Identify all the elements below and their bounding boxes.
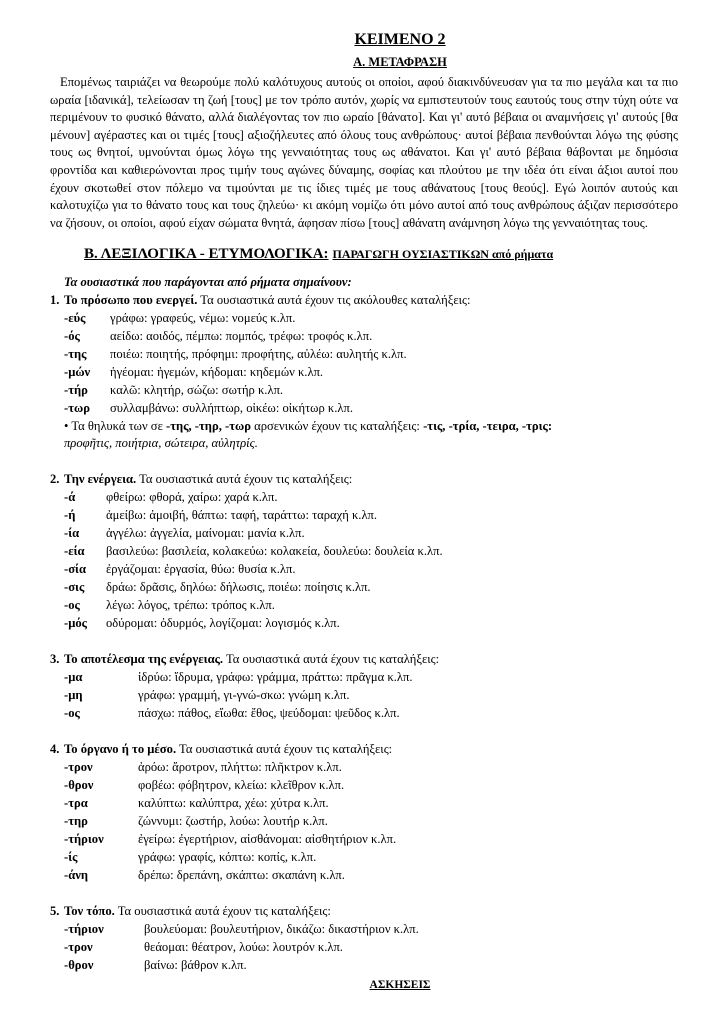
suffix-examples: ἀρόω: ἄροτρον, πλήττω: πλῆκτρον κ.λπ. — [138, 760, 342, 775]
group-title: Το αποτέλεσμα της ενέργειας. — [64, 652, 224, 667]
suffix-label: -εύς — [64, 311, 86, 326]
suffix-examples: βαίνω: βάθρον κ.λπ. — [144, 958, 247, 973]
group-description: Τα ουσιαστικά αυτά έχουν τις καταλήξεις: — [136, 472, 353, 487]
group-spacer — [50, 452, 678, 470]
note-feminine-suffixes: -τις, -τρία, -τειρα, -τρις: — [423, 419, 553, 434]
suffix-examples: πάσχω: πάθος, εἴωθα: ἔθος, ψεύδομαι: ψεῦδος κ.λπ. — [138, 706, 400, 721]
group-description: Τα ουσιαστικά αυτά έχουν τις καταλήξεις: — [114, 904, 331, 919]
suffix-label: -τήριον — [64, 922, 104, 937]
suffix-label: -μη — [64, 688, 83, 703]
suffix-row — [64, 488, 678, 506]
suffix-label: -άνη — [64, 868, 89, 883]
note-text: αρσενικών έχουν τις καταλήξεις: — [250, 419, 424, 434]
group-number: 2. — [50, 472, 60, 487]
feminine-note — [64, 417, 678, 435]
suffix-label: -ή — [64, 508, 76, 523]
suffix-row — [64, 758, 678, 776]
group-description: Τα ουσιαστικά αυτά έχουν τις καταλήξεις: — [223, 652, 440, 667]
group-heading — [50, 902, 678, 920]
group-heading — [50, 740, 678, 758]
group-spacer — [50, 722, 678, 740]
suffix-label: -μών — [64, 365, 91, 380]
exercises-heading: ΑΣΚΗΣΕΙΣ — [369, 979, 431, 992]
suffix-label: -θρον — [64, 958, 94, 973]
suffix-examples: βασιλεύω: βασιλεία, κολακεύω: κολακεία, δουλεύω: δουλεία κ.λπ. — [106, 544, 443, 559]
group-number: 1. — [50, 293, 60, 308]
suffix-row — [64, 812, 678, 830]
suffix-examples: γράφω: γραφίς, κόπτω: κοπίς, κ.λπ. — [138, 850, 317, 865]
suffix-label: -σία — [64, 562, 86, 577]
suffix-examples: γράφω: γραμμή, γι-γνώ-σκω: γνώμη κ.λπ. — [138, 688, 350, 703]
group-heading — [50, 650, 678, 668]
section-b-heading — [50, 245, 678, 263]
suffix-row — [64, 345, 678, 363]
suffix-examples: δρέπω: δρεπάνη, σκάπτω: σκαπάνη κ.λπ. — [138, 868, 345, 883]
suffix-row — [64, 848, 678, 866]
group-heading — [50, 291, 678, 309]
suffix-examples: αείδω: αοιδός, πέμπω: πομπός, τρέφω: τροφός κ.λπ. — [110, 329, 373, 344]
suffix-row — [64, 363, 678, 381]
suffix-row — [64, 560, 678, 578]
suffix-examples: δράω: δρᾶσις, δηλόω: δήλωσις, ποιέω: ποίησις κ.λπ. — [106, 580, 371, 595]
section-b-title: Β. ΛΕΞΙΛΟΓΙΚΑ - ΕΤΥΜΟΛΟΓΙΚΑ: — [84, 246, 329, 263]
suffix-examples: ἐγείρω: ἐγερτήριον, αἰσθάνομαι: αἰσθητήριον κ.λπ. — [138, 832, 397, 847]
group-title: Το πρόσωπο που ενεργεί. — [64, 293, 198, 308]
suffix-row — [64, 686, 678, 704]
group-number: 4. — [50, 742, 60, 757]
group-title: Τον τόπο. — [64, 904, 115, 919]
section-b-intro: Τα ουσιαστικά που παράγονται από ρήματα σημαίνουν: — [64, 275, 352, 290]
suffix-label: -τήρ — [64, 383, 88, 398]
suffix-examples: καλύπτω: καλύπτρα, χέω: χύτρα κ.λπ. — [138, 796, 329, 811]
suffix-examples: οδύρομαι: ὀδυρμός, λογίζομαι: λογισμός κ.λπ. — [106, 616, 340, 631]
suffix-row — [64, 704, 678, 722]
suffix-row — [64, 920, 678, 938]
suffix-row — [64, 938, 678, 956]
suffix-row — [64, 596, 678, 614]
suffix-label: -τρον — [64, 940, 93, 955]
group-spacer — [50, 884, 678, 902]
suffix-label: -τρα — [64, 796, 88, 811]
suffix-examples: καλῶ: κλητήρ, σώζω: σωτήρ κ.λπ. — [110, 383, 284, 398]
suffix-label: -της — [64, 347, 87, 362]
group-number: 5. — [50, 904, 60, 919]
suffix-label: -τωρ — [64, 401, 90, 416]
suffix-label: -ία — [64, 526, 80, 541]
suffix-examples: ἱδρύω: ἵδρυμα, γράφω: γράμμα, πράττω: πρᾶγμα κ.λπ. — [138, 670, 413, 685]
feminine-examples: προφῆτις, ποιήτρια, σώτειρα, αὐλητρίς. — [64, 436, 258, 451]
suffix-examples: ἐργάζομαι: ἐργασία, θύω: θυσία κ.λπ. — [106, 562, 296, 577]
suffix-label: -τήριον — [64, 832, 104, 847]
suffix-row — [64, 794, 678, 812]
suffix-row — [64, 776, 678, 794]
suffix-label: -ίς — [64, 850, 78, 865]
suffix-examples: γράφω: γραφεύς, νέμω: νομεύς κ.λπ. — [110, 311, 296, 326]
suffix-label: -θρον — [64, 778, 94, 793]
suffix-row — [64, 506, 678, 524]
suffix-row — [64, 542, 678, 560]
section-a-heading: Α. ΜΕΤΑΦΡΑΣΗ — [353, 55, 447, 69]
suffix-label: -σις — [64, 580, 85, 595]
suffix-label: -μός — [64, 616, 87, 631]
suffix-label: -ος — [64, 598, 80, 613]
group-title: Το όργανο ή το μέσο. — [64, 742, 177, 757]
suffix-examples: θεάομαι: θέατρον, λούω: λουτρόν κ.λπ. — [144, 940, 343, 955]
section-b-subtitle: ΠΑΡΑΓΩΓΗ ΟΥΣΙΑΣΤΙΚΩΝ από ρήματα — [332, 247, 554, 262]
suffix-row — [64, 524, 678, 542]
suffix-row — [64, 399, 678, 417]
suffix-label: -μα — [64, 670, 83, 685]
suffix-row — [64, 668, 678, 686]
suffix-label: -ά — [64, 490, 76, 505]
suffix-examples: συλλαμβάνω: συλλήπτωρ, οἰκέω: οἰκήτωρ κ.λπ. — [110, 401, 353, 416]
suffix-label: -τηρ — [64, 814, 88, 829]
page-title: ΚΕΙΜΕΝΟ 2 — [354, 31, 446, 48]
suffix-label: -ός — [64, 329, 80, 344]
suffix-examples: ἡγέομαι: ἡγεμών, κήδομαι: κηδεμών κ.λπ. — [110, 365, 324, 380]
suffix-label: -τρον — [64, 760, 93, 775]
suffix-examples: ἀμείβω: ἀμοιβή, θάπτω: ταφή, ταράττω: ταραχή κ.λπ. — [106, 508, 378, 523]
suffix-row — [64, 614, 678, 632]
suffix-examples: λέγω: λόγος, τρέπω: τρόπος κ.λπ. — [106, 598, 275, 613]
group-number: 3. — [50, 652, 60, 667]
suffix-examples: φοβέω: φόβητρον, κλείω: κλεῖθρον κ.λπ. — [138, 778, 345, 793]
suffix-row — [64, 327, 678, 345]
group-description: Τα ουσιαστικά αυτά έχουν τις ακόλουθες καταλήξεις: — [197, 293, 471, 308]
suffix-row — [64, 830, 678, 848]
suffix-examples: ζώννυμι: ζωστήρ, λούω: λουτήρ κ.λπ. — [138, 814, 328, 829]
suffix-row — [64, 381, 678, 399]
suffix-examples: ποιέω: ποιητής, πρόφημι: προφήτης, αὐλέω: αυλητής κ.λπ. — [110, 347, 407, 362]
suffix-groups — [50, 291, 678, 974]
suffix-label: -εία — [64, 544, 85, 559]
group-title: Την ενέργεια. — [64, 472, 137, 487]
document-page — [50, 30, 678, 991]
group-heading — [50, 470, 678, 488]
suffix-row — [64, 866, 678, 884]
suffix-examples: ἀγγέλω: ἀγγελία, μαίνομαι: μανία κ.λπ. — [106, 526, 305, 541]
suffix-examples: βουλεύομαι: βουλευτήριον, δικάζω: δικαστήριον κ.λπ. — [144, 922, 419, 937]
note-text: • Τα θηλυκά των σε — [64, 419, 167, 434]
suffix-row — [64, 956, 678, 974]
suffix-row — [64, 578, 678, 596]
suffix-examples: φθείρω: φθορά, χαίρω: χαρά κ.λπ. — [106, 490, 278, 505]
suffix-label: -ος — [64, 706, 80, 721]
group-description: Τα ουσιαστικά αυτά έχουν τις καταλήξεις: — [176, 742, 393, 757]
note-masculine-suffixes: -της, -τηρ, -τωρ — [166, 419, 251, 434]
group-spacer — [50, 632, 678, 650]
suffix-row — [64, 309, 678, 327]
translation-paragraph: Επομένως ταιριάζει να θεωρούμε πολύ καλότυχους αυτούς οι οποίοι, αφού διακινδύνευσαν για τα πιο μεγάλα και τα πιο ωραία [ιδανικά], τελείωσαν τη ζωή [τους] με τον τρόπο αυτόν, χωρίς να εμπιστευτούν τους εαυτούς τους στην τύχη ούτε να περιμένουν το φυσικό θάνατο, αλλά διαλέγοντας τον πιο ωραίο [θάνατο]. Και γι' αυτό βέβαια οι αναμνήσεις γι' αυτούς [θα μένουν] αγέραστες και οι τιμές [τους] αξιοζήλευτες από όλους τους ανθρώπους· αυτοί βέβαια πενθούνται λόγω της φύσης τους ως θνητοί, υμνούνται όμως λόγω της γενναιότητας τους ως αθάνατοι. Και γι' αυτό βέβαια θάβονται με δημόσια φροντίδα και καθιερώνονται προς τιμήν τους αγώνες δύναμης, σοφίας και πλούτου με την ιδέα ότι είναι άξιοι αυτοί που έχουν σκοτωθεί στον πόλεμο να τιμούνται με τις ίδιες τιμές με τους αθάνατους [τους θεούς]. Εγώ λοιπόν αυτούς και καλοτυχίζω για το θάνατο τους και τους ζηλεύω· κι ακόμη νομίζω ότι μόνο αυτοί από τους ανθρώπους άξιζαν περισσότερο να ζήσουν, οι οποίοι, αφού είχαν σώματα θνητά, άφησαν πίσω [τους] αθάνατη ανάμνηση λόγω της γενναιότητας τους. — [50, 75, 678, 230]
